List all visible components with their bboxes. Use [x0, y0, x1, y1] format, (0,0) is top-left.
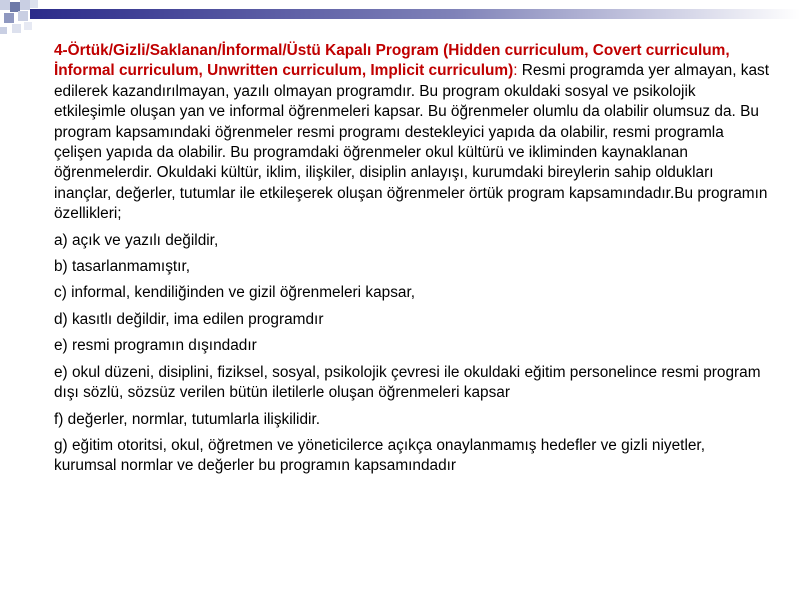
- list-item: e) okul düzeni, disiplini, fiziksel, sosyal, psikolojik çevresi ile okuldaki eğitim personelince resmi program dışı sözlü, sözsüz verilen bütün iletilerle oluşan öğrenmeleri kapsar: [54, 363, 761, 402]
- slide-heading: 4-Örtük/Gizli/Saklanan/İnformal/Üstü Kapalı Program (Hidden curriculum, Covert curriculum, İnformal curriculum, Unwritten curriculum, Implicit curriculum): [54, 42, 730, 80]
- intro-text: Resmi programda yer almayan, kast edilerek kazandırılmayan, yazılı olmayan programdır. Bu program okuldaki sosyal ve psikolojik etkileşimle oluşan yan ve informal öğrenmeleri kapsar. Bu öğrenmeler olumlu da olabilir olumsuz da. Bu program kapsamındaki öğrenmeler resmi programı destekleyici yapıda da olabilir, resmi programla çelişen yapıda da olabilir. Bu programdaki öğrenmeler okul kültürü ve ikliminden kaynaklanan öğrenmelerdir. Okuldaki kültür, iklim, ilişkiler, disiplin anlayışı, kurumdaki bireylerin sahip oldukları inançlar, değerler, tutumlar ile etkileşerek oluşan öğrenmeler örtük program kapsamındadır.Bu programın özellikleri;: [54, 62, 769, 223]
- list-item: a) açık ve yazılı değildir,: [54, 231, 219, 249]
- slide-body: [54, 41, 770, 483]
- intro-paragraph: [54, 41, 770, 225]
- header-decoration: [0, 0, 800, 40]
- list-item: d) kasıtlı değildir, ima edilen programdır: [54, 310, 324, 328]
- list-item: f) değerler, normlar, tutumlarla ilişkilidir.: [54, 410, 321, 428]
- list-item: g) eğitim otoritsi, okul, öğretmen ve yöneticilerce açıkça onaylanmamış hedefler ve gizli niyetler, kurumsal normlar ve değerler bu programın kapsamındadır: [54, 436, 705, 475]
- list-item: e) resmi programın dışındadır: [54, 337, 257, 355]
- heading-colon: :: [513, 62, 518, 80]
- list-item: b) tasarlanmamıştır,: [54, 258, 190, 276]
- header-gradient-bar: [30, 9, 800, 19]
- list-item: c) informal, kendiliğinden ve gizil öğrenmeleri kapsar,: [54, 284, 415, 302]
